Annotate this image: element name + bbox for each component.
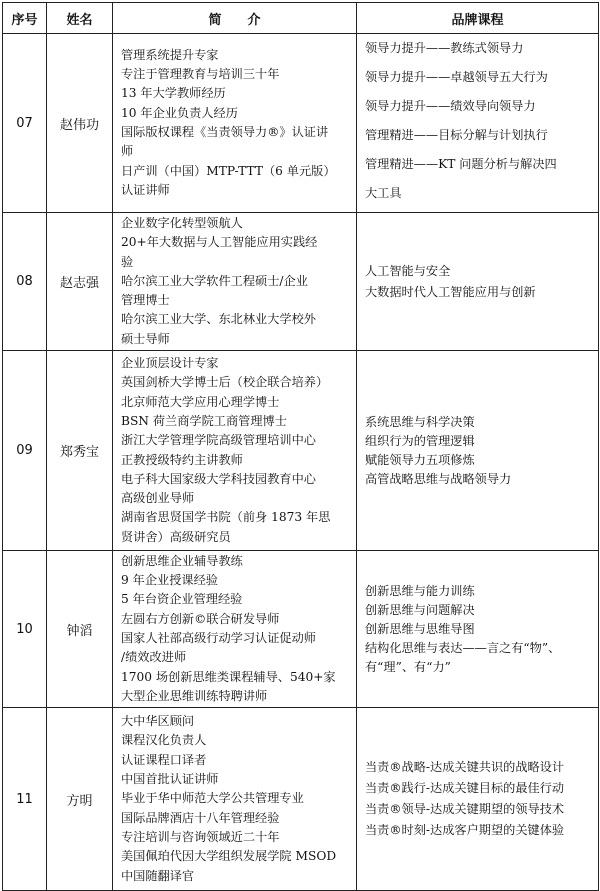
brand-courses: [357, 551, 599, 708]
intro-line: 湖南省思贤国学书院（前身 1873 年思: [121, 510, 331, 525]
course-item: 领导力提升——教练式领导力: [365, 41, 524, 55]
header-name: 姓名: [47, 3, 113, 34]
table-row: [3, 351, 599, 551]
course-item: 当责®时刻-达成客户期望的关键体验: [365, 823, 565, 837]
intro-line: 课程汉化负责人: [121, 733, 207, 748]
lecturer-intro: [113, 551, 357, 708]
course-item: 管理精进——KT 问题分析与解决四: [365, 157, 557, 171]
intro-line: 国家人社部高级行动学习认证促动师: [121, 631, 316, 645]
intro-line: 认证课程口译者: [121, 752, 207, 767]
table-row: [3, 34, 599, 213]
intro-line: 中国首批认证讲师: [121, 772, 219, 787]
header-intro: 简 介: [113, 3, 357, 34]
lecturer-intro: [113, 213, 357, 351]
intro-line: 北京师范大学应用心理学博士: [121, 394, 280, 409]
intro-line: 国际品牌酒店十八年管理经验: [121, 810, 280, 825]
brand-courses: [357, 34, 599, 213]
course-item: 赋能领导力五项修炼: [365, 452, 475, 467]
lecturer-intro: [113, 34, 357, 213]
row-number: 07: [3, 34, 47, 213]
intro-line: 高级创业导师: [121, 491, 195, 506]
table-row: [3, 213, 599, 351]
intro-line: BSN 荷兰商学院工商管理博士: [121, 413, 287, 428]
course-item: 创新思维与能力训练: [365, 583, 475, 598]
lecturer-name: 方明: [47, 708, 113, 891]
lecturer-name: 郑秀宝: [47, 351, 113, 551]
intro-line: 13 年大学教师经历: [121, 86, 226, 101]
intro-line: 专注培训与咨询领域近二十年: [121, 829, 280, 844]
course-item: 当责®领导-达成关键期望的领导技术: [365, 802, 565, 816]
row-number: 10: [3, 551, 47, 708]
intro-line: /绩效改进师: [121, 650, 187, 665]
course-item: 人工智能与安全: [365, 263, 451, 278]
course-item: 高管战略思维与战略领导力: [365, 471, 512, 486]
intro-line: 日产训（中国）MTP-TTT（6 单元版）: [121, 163, 336, 178]
intro-line: 贤讲舍）高级研究员: [121, 529, 231, 544]
lecturer-name: 钟滔: [47, 551, 113, 708]
header-courses: 品牌课程: [357, 3, 599, 34]
table-row: [3, 708, 599, 891]
intro-line: 5 年台资企业管理经验: [121, 592, 243, 607]
course-item: 大数据时代人工智能应用与创新: [365, 284, 536, 299]
header-no: 序号: [3, 3, 47, 34]
row-number: 08: [3, 213, 47, 351]
intro-line: 管理系统提升专家: [121, 47, 219, 62]
intro-line: 企业数字化转型领航人: [121, 215, 243, 230]
intro-line: 英国剑桥大学博士后（校企联合培养）: [121, 375, 329, 390]
intro-line: 验: [121, 254, 134, 269]
brand-courses: [357, 213, 599, 351]
intro-line: 专注于管理教育与培训三十年: [121, 67, 280, 82]
intro-line: 1700 场创新思维类课程辅导、540+家: [121, 669, 336, 684]
intro-line: 左圆右方创新©联合研发导师: [121, 611, 280, 626]
intro-line: 20+年大数据与人工智能应用实践经: [121, 235, 318, 250]
lecturer-name: 赵志强: [47, 213, 113, 351]
lecturer-intro: [113, 351, 357, 551]
course-item: 领导力提升——卓越领导五大行为: [365, 70, 548, 84]
lecturer-intro: [113, 708, 357, 891]
intro-line: 浙江大学管理学院高级管理培训中心: [121, 433, 316, 448]
course-item: 管理精进——目标分解与计划执行: [365, 128, 548, 142]
intro-line: 10 年企业负责人经历: [121, 105, 238, 120]
course-item: 创新思维与思维导图: [365, 621, 475, 636]
intro-line: 认证讲师: [121, 182, 170, 197]
intro-line: 中国随翻译官: [121, 868, 195, 883]
intro-line: 哈尔滨工业大学、东北林业大学校外: [121, 312, 316, 327]
intro-line: 大型企业思维训练特聘讲师: [121, 688, 268, 703]
course-item: 结构化思维与表达——言之有“物”、: [365, 640, 561, 655]
intro-line: 大中华区顾问: [121, 714, 195, 729]
intro-line: 管理博士: [121, 293, 170, 308]
intro-line: 师: [121, 144, 134, 159]
intro-line: 国际版权课程《当责领导力®》认证讲: [121, 125, 329, 139]
intro-line: 哈尔滨工业大学软件工程硕士/企业: [121, 273, 308, 288]
course-item: 有“理”、有“力”: [365, 659, 451, 674]
brand-courses: [357, 351, 599, 551]
lecturer-table: [2, 2, 599, 891]
table-row: [3, 551, 599, 708]
intro-line: 硕士导师: [121, 331, 170, 346]
intro-line: 创新思维企业辅导教练: [121, 553, 243, 568]
lecturer-name: 赵伟功: [47, 34, 113, 213]
intro-line: 正教授级特约主讲教师: [121, 452, 243, 467]
course-item: 当责®战略-达成关键共识的战略设计: [365, 760, 565, 774]
table-header-row: [3, 3, 599, 34]
brand-courses: [357, 708, 599, 891]
intro-line: 企业顶层设计专家: [121, 356, 219, 371]
course-item: 创新思维与问题解决: [365, 602, 475, 617]
intro-line: 毕业于华中师范大学公共管理专业: [121, 791, 304, 806]
course-item: 领导力提升——绩效导向领导力: [365, 99, 536, 113]
intro-line: 电子科大国家级大学科技园教育中心: [121, 471, 316, 486]
row-number: 11: [3, 708, 47, 891]
course-item: 组织行为的管理逻辑: [365, 433, 475, 448]
course-item: 系统思维与科学决策: [365, 414, 475, 429]
course-item: 当责®践行-达成关键目标的最佳行动: [365, 781, 565, 795]
course-item: 大工具: [365, 186, 402, 200]
intro-line: 美国佩珀代因大学组织发展学院 MSOD: [121, 849, 337, 864]
row-number: 09: [3, 351, 47, 551]
intro-line: 9 年企业授课经验: [121, 573, 218, 588]
